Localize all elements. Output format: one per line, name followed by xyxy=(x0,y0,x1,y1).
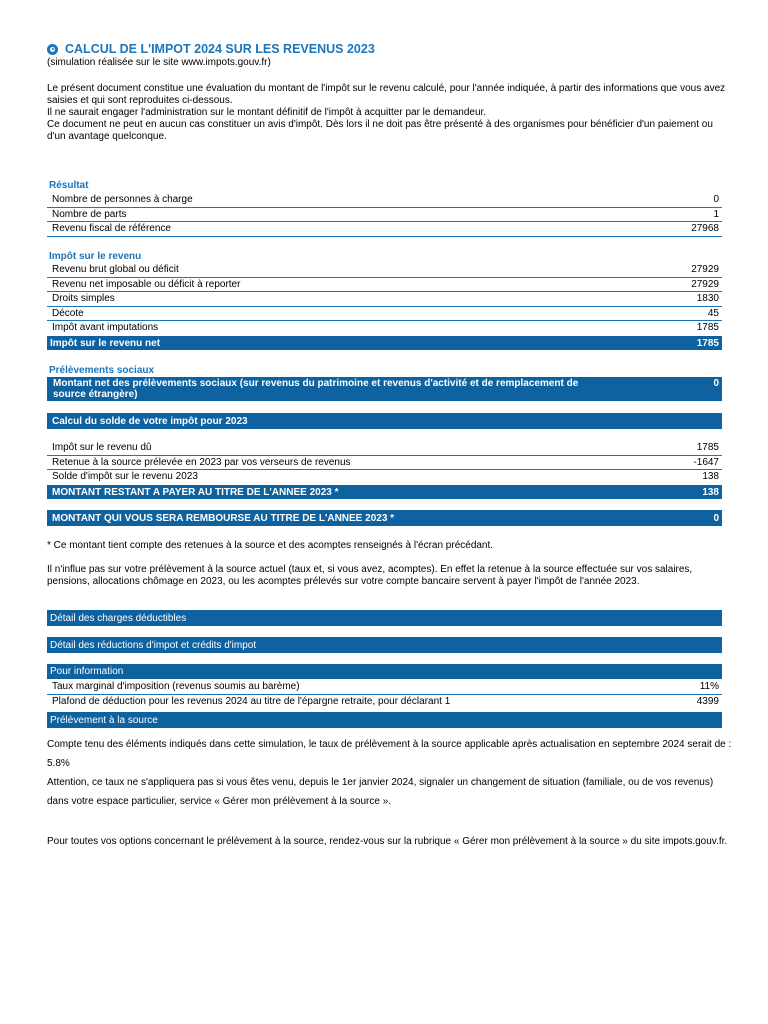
row-label: Décote xyxy=(52,307,84,319)
table-row xyxy=(47,695,722,710)
row-label: Solde d'impôt sur le revenu 2023 xyxy=(52,471,198,483)
prelevements-label: Montant net des prélèvements sociaux (sur revenus du patrimoine et revenus d'activité et de remplacement de source étrangère) xyxy=(53,378,579,400)
table-row xyxy=(47,470,722,485)
impot-net-value: 1785 xyxy=(696,337,719,349)
row-value: 1830 xyxy=(696,293,719,305)
table-row xyxy=(47,456,722,471)
table-row xyxy=(47,307,722,322)
reductions-label: Détail des réductions d'impot et crédits d'impot xyxy=(50,639,257,651)
page-subtitle: (simulation réalisée sur le site www.impots.gouv.fr) xyxy=(47,57,271,68)
source-text: Pour toutes vos options concernant le prélèvement à la source, rendez-vous sur la rubrique « Gérer mon prélèvement à la source » du site impots.gouv.fr. xyxy=(47,836,728,847)
document-header xyxy=(47,42,727,68)
info-bar xyxy=(47,664,722,679)
row-value: 4399 xyxy=(696,695,719,707)
info-label: Pour information xyxy=(50,666,124,677)
row-label: Taux marginal d'imposition (revenus soumis au barème) xyxy=(52,681,300,692)
solde-table xyxy=(47,441,722,485)
row-label: Plafond de déduction pour les revenus 2024 au titre de l'épargne retraite, pour déclarant 1 xyxy=(52,695,451,707)
table-row xyxy=(47,292,722,307)
source-paragraph-1 xyxy=(47,735,732,773)
solde-header-bar xyxy=(47,413,722,429)
asterisk-note xyxy=(47,540,732,552)
table-row xyxy=(47,441,722,456)
intro-paragraph: Ce document ne peut en aucun cas constituer un avis d'impôt. Dès lors il ne doit pas être présenté à des organismes pour bénéficier d'un paiement ou d'un avantage quelconque. xyxy=(47,119,713,142)
row-value: 27929 xyxy=(691,264,719,275)
row-label: Impôt avant imputations xyxy=(52,322,159,334)
row-label: Nombre de personnes à charge xyxy=(52,194,193,205)
rembourse-bar xyxy=(47,510,722,526)
table-row xyxy=(47,321,722,336)
table-row xyxy=(47,278,722,293)
charges-bar xyxy=(47,610,722,626)
prelevements-value: 0 xyxy=(713,378,719,389)
row-value: -1647 xyxy=(693,456,719,468)
rembourse-label: MONTANT QUI VOUS SERA REMBOURSE AU TITRE DE L'ANNEE 2023 * xyxy=(52,512,395,524)
intro-paragraph: Le présent document constitue une évaluation du montant de l'impôt sur le revenu calculé, pour l'année indiquée, à partir des informations que vous avez saisies et qui sont reproduites ci-dessous. xyxy=(47,83,726,106)
row-value: 27929 xyxy=(691,278,719,290)
row-value: 1 xyxy=(713,208,719,220)
restant-value: 138 xyxy=(702,486,719,498)
resultat-table xyxy=(47,193,722,237)
pas-bar xyxy=(47,712,722,728)
source-paragraph-3 xyxy=(47,832,732,851)
row-label: Revenu net imposable ou déficit à reporter xyxy=(52,278,241,290)
restant-label: MONTANT RESTANT A PAYER AU TITRE DE L'ANNEE 2023 * xyxy=(52,486,339,498)
section-label-resultat: Résultat xyxy=(49,180,89,191)
source-paragraph-2 xyxy=(47,773,732,811)
pas-label: Prélèvement à la source xyxy=(50,714,158,726)
table-row xyxy=(47,193,722,208)
table-row xyxy=(47,680,722,695)
target-icon xyxy=(47,44,58,55)
row-label: Retenue à la source prélevée en 2023 par vos verseurs de revenus xyxy=(52,456,351,468)
reductions-bar xyxy=(47,637,722,653)
impot-net-label: Impôt sur le revenu net xyxy=(50,337,161,349)
impot-net-bar xyxy=(47,336,722,350)
row-value: 0 xyxy=(713,194,719,205)
row-value: 11% xyxy=(699,681,719,692)
influence-note xyxy=(47,564,732,588)
impot-table xyxy=(47,263,722,336)
row-value: 138 xyxy=(702,471,719,483)
row-label: Revenu fiscal de référence xyxy=(52,223,171,235)
page-title: CALCUL DE L'IMPOT 2024 SUR LES REVENUS 2023 xyxy=(65,42,375,56)
intro-text xyxy=(47,83,732,143)
prelevements-bar xyxy=(47,377,722,401)
note-text: * Ce montant tient compte des retenues à la source et des acomptes renseignés à l'écran précédant. xyxy=(47,540,494,551)
row-label: Revenu brut global ou déficit xyxy=(52,264,179,275)
row-label: Impôt sur le revenu dû xyxy=(52,442,152,453)
section-label-impot: Impôt sur le revenu xyxy=(49,251,142,262)
note-text: Il n'influe pas sur votre prélèvement à la source actuel (taux et, si vous avez, acomptes). En effet la retenue à la source effectuée sur vos salaires, pensions, allocations chômage en 2023, ou les acomptes prélevés sur votre compte bancaire servent à payer l'impôt de l'année 2023. xyxy=(47,564,693,587)
intro-paragraph: Il ne saurait engager l'administration sur le montant définitif de l'impôt à acquitter par le demandeur. xyxy=(47,107,487,118)
table-row xyxy=(47,222,722,237)
row-value: 1785 xyxy=(696,322,719,334)
table-row xyxy=(47,208,722,223)
row-value: 45 xyxy=(707,307,719,319)
charges-label: Détail des charges déductibles xyxy=(50,612,187,624)
row-value: 27968 xyxy=(691,223,719,235)
rembourse-value: 0 xyxy=(713,512,719,524)
solde-header-label: Calcul du solde de votre impôt pour 2023 xyxy=(52,415,248,427)
table-row xyxy=(47,263,722,278)
source-text: Compte tenu des éléments indiqués dans cette simulation, le taux de prélèvement à la source applicable après actualisation en septembre 2024 serait de : 5.8% xyxy=(47,739,732,769)
info-table xyxy=(47,680,722,709)
source-text: Attention, ce taux ne s'appliquera pas si vous êtes venu, depuis le 1er janvier 2024, signaler un changement de situation (familiale, ou de vos revenus) dans votre espace particulier, service « Gérer mon prélèvement à la source ». xyxy=(47,777,714,807)
row-label: Nombre de parts xyxy=(52,208,127,220)
row-label: Droits simples xyxy=(52,293,115,305)
restant-bar xyxy=(47,485,722,499)
section-label-prelevements: Prélèvements sociaux xyxy=(49,365,155,376)
row-value: 1785 xyxy=(696,442,719,453)
